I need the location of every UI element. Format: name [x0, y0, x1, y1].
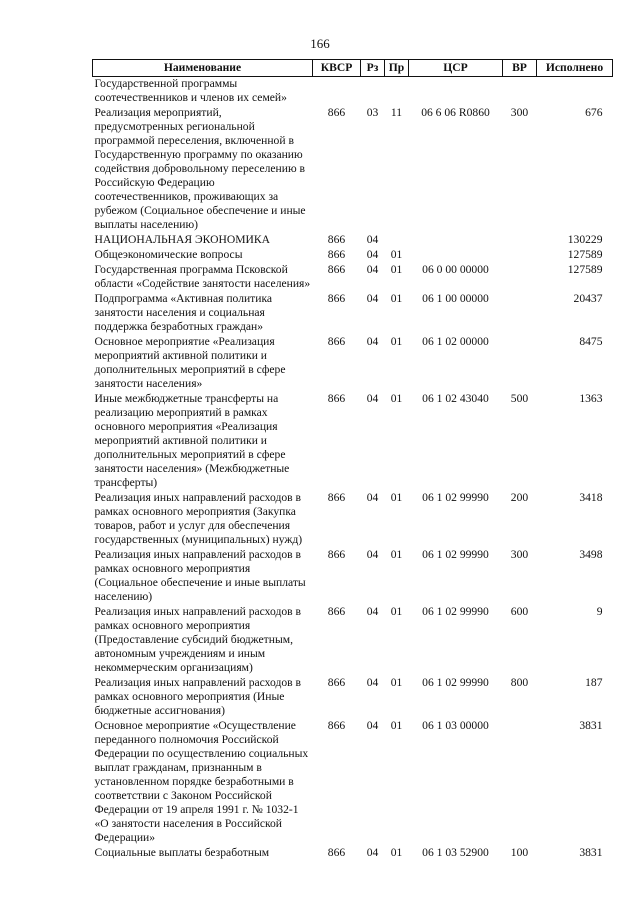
- header-vr: ВР: [503, 60, 537, 77]
- cell-kvsr: 866: [327, 392, 346, 405]
- header-csr: ЦСР: [409, 60, 503, 77]
- cell-name: Государственной программы соотечественников и членов их семей»: [94, 77, 287, 104]
- cell-kvsr: 866: [327, 292, 346, 305]
- table-row: [93, 675, 613, 718]
- cell-pr: 11: [390, 106, 403, 119]
- cell-pr: 01: [390, 248, 403, 261]
- cell-rz: 04: [366, 846, 379, 859]
- cell-kvsr: 866: [327, 106, 346, 119]
- cell-amount: 9: [596, 605, 603, 618]
- cell-rz: 04: [366, 392, 379, 405]
- cell-vr: 600: [510, 605, 529, 618]
- cell-pr: 01: [390, 292, 403, 305]
- cell-name: Социальные выплаты безработным: [94, 846, 270, 859]
- cell-kvsr: 866: [327, 676, 346, 689]
- header-pr: Пр: [385, 60, 409, 77]
- header-amount: Исполнено: [537, 60, 613, 77]
- cell-kvsr: 866: [327, 248, 346, 261]
- table-row: [93, 291, 613, 334]
- cell-vr: [503, 334, 537, 391]
- page-number: 166: [310, 36, 330, 51]
- table-row: [93, 77, 613, 106]
- budget-table: [92, 59, 613, 860]
- cell-pr: 01: [390, 605, 403, 618]
- cell-vr: [503, 77, 537, 106]
- cell-amount: 3498: [579, 548, 603, 561]
- cell-pr: 01: [390, 491, 403, 504]
- cell-vr: 100: [510, 846, 529, 859]
- cell-csr: [409, 232, 503, 247]
- cell-rz: 04: [366, 676, 379, 689]
- cell-csr: 06 1 02 99990: [422, 491, 489, 504]
- cell-name: Основное мероприятие «Реализация мероприятий активной политики и дополнительных мероприятий в сфере занятости населения»: [94, 335, 286, 390]
- table-body: [93, 77, 613, 861]
- table-row: [93, 105, 613, 232]
- cell-rz: 04: [366, 548, 379, 561]
- cell-vr: 300: [510, 106, 529, 119]
- table-row: [93, 845, 613, 860]
- cell-pr: 01: [390, 719, 403, 732]
- cell-csr: 06 1 02 99990: [422, 548, 489, 561]
- cell-pr: 01: [390, 263, 403, 276]
- table-row: [93, 604, 613, 675]
- cell-vr: [503, 247, 537, 262]
- cell-pr: [385, 232, 409, 247]
- cell-amount: 127589: [567, 263, 603, 276]
- table-row: [93, 718, 613, 845]
- cell-csr: 06 1 03 00000: [422, 719, 489, 732]
- table-row: [93, 547, 613, 604]
- cell-amount: [537, 77, 613, 106]
- cell-amount: 127589: [567, 248, 603, 261]
- cell-vr: [503, 262, 537, 291]
- cell-kvsr: 866: [327, 491, 346, 504]
- cell-kvsr: 866: [327, 846, 346, 859]
- table-header: [93, 60, 613, 77]
- cell-amount: 676: [585, 106, 603, 119]
- cell-pr: 01: [390, 335, 403, 348]
- cell-name: Реализация иных направлений расходов в рамках основного мероприятия (Иные бюджетные ассигнования): [94, 676, 301, 717]
- cell-amount: 187: [585, 676, 603, 689]
- cell-kvsr: 866: [327, 719, 346, 732]
- cell-rz: 04: [366, 719, 379, 732]
- cell-rz: 04: [366, 263, 379, 276]
- cell-vr: 200: [510, 491, 529, 504]
- table-row: [93, 262, 613, 291]
- cell-rz: 04: [366, 335, 379, 348]
- cell-vr: 500: [510, 392, 529, 405]
- cell-csr: [409, 77, 503, 106]
- cell-vr: 800: [510, 676, 529, 689]
- header-row: [93, 60, 613, 77]
- table-row: [93, 391, 613, 490]
- cell-kvsr: [313, 77, 361, 106]
- cell-kvsr: 866: [327, 263, 346, 276]
- cell-rz: 04: [366, 491, 379, 504]
- cell-amount: 20437: [573, 292, 603, 305]
- cell-name: Реализация иных направлений расходов в рамках основного мероприятия (Социальное обеспечение и иные выплаты населению): [94, 548, 306, 603]
- cell-name: Подпрограмма «Активная политика занятости населения и социальная поддержка безработных граждан»: [94, 292, 273, 333]
- cell-amount: 3418: [579, 491, 603, 504]
- cell-rz: 04: [366, 233, 379, 246]
- cell-rz: 04: [366, 292, 379, 305]
- cell-csr: [409, 247, 503, 262]
- cell-csr: 06 6 06 R0860: [421, 106, 490, 119]
- cell-rz: 03: [366, 106, 379, 119]
- cell-name: Реализация иных направлений расходов в рамках основного мероприятия (Предоставление субсидий бюджетным, автономным учреждениям и иным некоммерческим организациям): [94, 605, 301, 674]
- cell-pr: 01: [390, 676, 403, 689]
- cell-rz: [361, 77, 385, 106]
- cell-vr: [503, 718, 537, 845]
- cell-pr: 01: [390, 548, 403, 561]
- cell-csr: 06 1 02 43040: [422, 392, 489, 405]
- cell-amount: 3831: [579, 719, 603, 732]
- cell-rz: 04: [366, 248, 379, 261]
- cell-kvsr: 866: [327, 605, 346, 618]
- cell-name: Реализация мероприятий, предусмотренных региональной программой переселения, включенной в Государственную программу по оказанию содействия добровольному переселению в Российскую Федерацию соотечественников, проживающих за рубежом (Социальное обеспечение и иные выплаты населению): [94, 106, 306, 231]
- cell-name: НАЦИОНАЛЬНАЯ ЭКОНОМИКА: [94, 233, 271, 246]
- cell-pr: [385, 77, 409, 106]
- cell-amount: 130229: [567, 233, 603, 246]
- cell-csr: 06 1 02 99990: [422, 676, 489, 689]
- cell-name: Иные межбюджетные трансферты на реализацию мероприятий в рамках основного мероприятия «Реализация мероприятий активной политики и дополнительных мероприятий в сфере занятости населения» (Межбюджетные трансферты): [94, 392, 290, 489]
- cell-vr: [503, 232, 537, 247]
- cell-amount: 3831: [579, 846, 603, 859]
- cell-name: Основное мероприятие «Осуществление переданного полномочия Российской Федерации по осуществлению социальных выплат гражданам, признанным в установленном порядке безработными в соответствии с Законом Российской Федерации от 19 апреля 1991 г. № 1032-1 «О занятости населения в Российской Федерации»: [94, 719, 309, 844]
- cell-name: Государственная программа Псковской области «Содействие занятости населения»: [94, 263, 311, 290]
- cell-vr: [503, 291, 537, 334]
- cell-vr: 300: [510, 548, 529, 561]
- cell-csr: 06 1 00 00000: [422, 292, 489, 305]
- cell-kvsr: 866: [327, 233, 346, 246]
- header-name: Наименование: [93, 60, 313, 77]
- cell-kvsr: 866: [327, 335, 346, 348]
- cell-csr: 06 1 02 00000: [422, 335, 489, 348]
- table-row: [93, 490, 613, 547]
- cell-pr: 01: [390, 392, 403, 405]
- cell-pr: 01: [390, 846, 403, 859]
- cell-amount: 1363: [579, 392, 603, 405]
- cell-csr: 06 0 00 00000: [422, 263, 489, 276]
- table-row: [93, 334, 613, 391]
- cell-name: Реализация иных направлений расходов в рамках основного мероприятия (Закупка товаров, работ и услуг для обеспечения государственных (муниципальных) нужд): [94, 491, 303, 546]
- header-kvsr: КВСР: [313, 60, 361, 77]
- cell-name: Общеэкономические вопросы: [94, 248, 243, 261]
- table-row: [93, 232, 613, 247]
- cell-amount: 8475: [579, 335, 603, 348]
- table-row: [93, 247, 613, 262]
- header-rz: Рз: [361, 60, 385, 77]
- cell-csr: 06 1 03 52900: [422, 846, 489, 859]
- cell-kvsr: 866: [327, 548, 346, 561]
- cell-rz: 04: [366, 605, 379, 618]
- cell-csr: 06 1 02 99990: [422, 605, 489, 618]
